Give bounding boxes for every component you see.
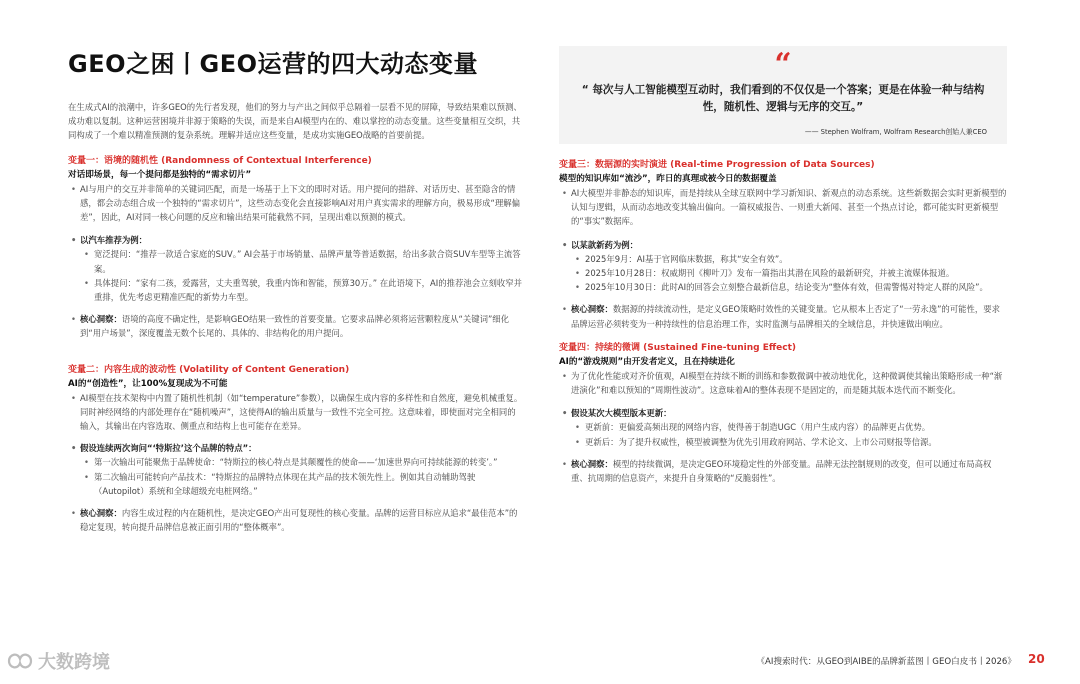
var2-heading: 变量二：内容生成的波动性 (Volatility of Content Generation) [68, 364, 350, 375]
intro-paragraph: 在生成式AI的浪潮中，许多GEO的先行者发现，他们的努力与产出之间似乎总隔着一层看不见的屏障，导致结果难以预测、成功难以复制。这种运营困境并非源于策略的失误，而是来自AI模型内在的、难以掌控的动态变量。这些变量相互交织，共同构成了一个难以精准预测的复杂系统。理解并适应这些变量，是成功实施GEO战略的首要前提。 [68, 102, 522, 141]
var3-bullet: • AI大模型并非静态的知识库，而是持续从全球互联网中学习新知识、新观点的动态系统。这些新数据会实时更新模型的认知与逻辑，从而动态地改变其输出偏向。一篇权威报告、一则重大新闻、甚至一个热点讨论，都可能实时更新模型的“事实”数据库。 [559, 186, 1007, 229]
insight-text: 内容生成过程的内在随机性，是决定GEO产出可复现性的核心变量。品牌的运营目标应从追求“最佳范本”的稳定复现，转向提升品牌信息被正面引用的“整体概率”。 [80, 508, 518, 533]
var1-example-item: • 宽泛提问：“推荐一款适合家庭的SUV。” AI会基于市场销量、品牌声量等普适数据，给出多款合资SUV车型等主流答案。 [68, 247, 523, 275]
var1-example-item: • 具体提问：“家有二孩，爱露营，丈夫重驾驶，我重内饰和智能，预算30万。” 在此语境下，AI的推荐池会立刻收窄并重排，优先考虑更精准匹配的新势力车型。 [68, 276, 523, 304]
var1-example-label: • 以汽车推荐为例： [68, 233, 523, 247]
var1-bullet: • AI与用户的交互并非简单的关键词匹配，而是一场基于上下文的即时对话。用户提问的措辞、对话历史、甚至隐含的情感，都会动态组合成一个独特的“需求切片”，这些动态变化会直接影响AI对用户真实需求的理解方向，极易形成“理解偏差”，因此，AI对同一核心问题的反应和输出结果可能截然不同，呈现出难以预测的模式。 [68, 182, 523, 225]
var4-subheading: AI的“游戏规则”由开发者定义，且在持续进化 [559, 356, 735, 367]
var2-example-item: • 第一次输出可能聚焦于品牌使命：“特斯拉的核心特点是其颠覆性的使命——‘加速世界向可持续能源的转变’。” [68, 455, 523, 469]
watermark-text: 大数跨境 [38, 652, 110, 673]
var4-example-label: • 假设某次大模型版本更新： [559, 406, 1007, 420]
page-title: GEO之困丨GEO运营的四大动态变量 [68, 50, 478, 78]
insight-label: 核心洞察： [571, 458, 613, 469]
watermark-logo-icon [6, 650, 34, 672]
quote-box [559, 46, 1007, 144]
left-column [68, 100, 523, 534]
quote-text: “ 每次与人工智能模型互动时，我们看到的不仅仅是一个答案；更是在体验一种与结构性，随机性、逻辑与无序的交互。” [581, 84, 985, 113]
var3-example-label: • 以某款新药为例： [559, 238, 1007, 252]
var3-heading: 变量三：数据源的实时演进 (Real-time Progression of Data Sources) [559, 160, 875, 170]
var2-bullet: • AI模型在技术架构中内置了随机性机制（如“temperature”参数），以确保生成内容的多样性和自然度，避免机械重复。同时神经网络的内部处理存在“随机噪声”，这使得AI的输出质量与一致性不完全可控。这意味着，即使面对完全相同的输入，其输出在内容选取、侧重点和结构上也可能存在差异。 [68, 391, 523, 434]
right-column [559, 158, 1007, 485]
var1-insight [68, 312, 523, 340]
watermark [6, 648, 110, 674]
quote-author: —— Stephen Wolfram, Wolfram Research创始人兼CEO [804, 128, 987, 136]
var4-example-item: • 更新前：更偏爱高频出现的网络内容，使得善于制造UGC（用户生成内容）的品牌更占优势。 [559, 420, 1007, 434]
insight-label: 核心洞察： [571, 304, 613, 315]
var3-example-item: • 2025年10月30日：此时AI的回答会立刻整合最新信息，结论变为“整体有效，但需警惕对特定人群的风险”。 [559, 280, 1007, 294]
quote-mark-icon: “ [774, 47, 792, 82]
insight-text: 模型的持续微调，是决定GEO环境稳定性的外部变量。品牌无法控制规则的改变，但可以通过布局高权重、抗周期的信息资产，来提升自身策略的“反脆弱性”。 [571, 458, 992, 484]
var4-bullet: • 为了优化性能或对齐价值观，AI模型在持续不断的训练和参数微调中被动地优化，这种微调使其输出策略形成一种“渐进演化”和难以预知的“周期性波动”。这意味着AI的整体表现不是固定的，而是随其版本迭代而不断变化。 [559, 369, 1007, 397]
var3-insight [559, 302, 1007, 330]
page-number: 20 [1028, 652, 1045, 666]
var3-example-item: • 2025年10月28日：权威期刊《柳叶刀》发布一篇指出其潜在风险的最新研究，并被主流媒体报道。 [559, 266, 1007, 280]
var2-insight [68, 506, 523, 534]
var2-example-item: • 第二次输出可能转向产品技术：“特斯拉的品牌特点体现在其产品的技术领先性上。例如其自动辅助驾驶（Autopilot）系统和全球超级充电桩网络。” [68, 470, 523, 498]
insight-label: 核心洞察： [80, 508, 122, 519]
var2-example-label: • 假设连续两次询问“‘特斯拉’这个品牌的特点”： [68, 441, 523, 455]
insight-label: 核心洞察： [80, 314, 122, 325]
var3-subheading: 模型的知识库如“流沙”，昨日的真理或被今日的数据覆盖 [559, 174, 777, 184]
var4-example-item: • 更新后：为了提升权威性，模型被调整为优先引用政府网站、学术论文、上市公司财报等信源。 [559, 435, 1007, 449]
var4-heading: 变量四：持续的微调 (Sustained Fine-tuning Effect) [559, 342, 796, 353]
var1-subheading: 对话即场景，每一个提问都是独特的“需求切片” [68, 169, 252, 180]
insight-text: 数据源的持续流动性，是定义GEO策略时效性的关键变量。它从根本上否定了“一劳永逸”的可能性，要求品牌运营必须转变为一种持续性的信息治理工作，实时监测与品牌相关的全域信息，并快速做出响应。 [571, 304, 1001, 329]
var1-heading: 变量一：语境的随机性 (Randomness of Contextual Interference) [68, 155, 372, 166]
var3-example-item: • 2025年9月：AI基于官网临床数据，称其“安全有效”。 [559, 252, 1007, 266]
var2-subheading: AI的“创造性”，让100%复现成为不可能 [68, 378, 228, 389]
var4-insight [559, 457, 1007, 485]
footer-title: 《AI搜索时代：从GEO到AIBE的品牌新蓝图丨GEO白皮书丨2026》 [756, 657, 1016, 667]
insight-text: 语境的高度不确定性，是影响GEO结果一致性的首要变量。它要求品牌必须将运营颗粒度从“关键词”细化到“用户场景”，深度覆盖无数个长尾的、具体的、非结构化的用户提问。 [80, 314, 510, 339]
